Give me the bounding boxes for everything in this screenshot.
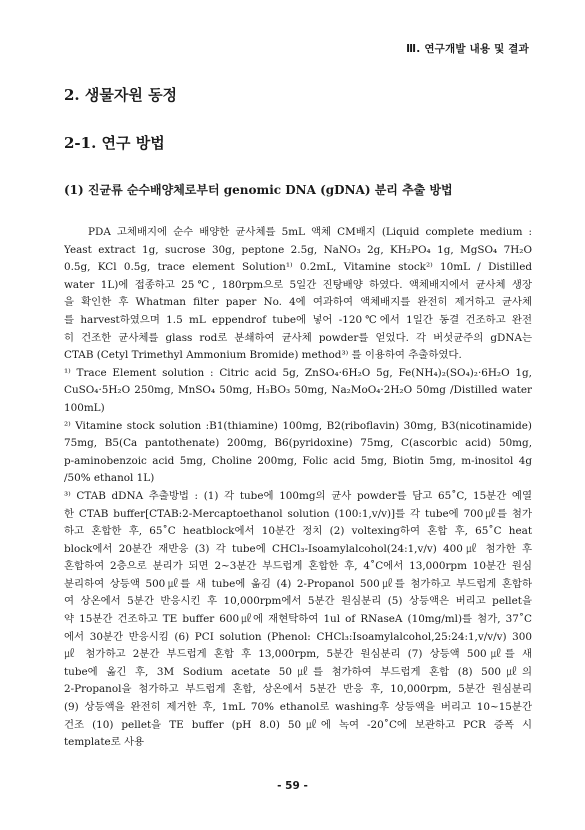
footnote-line: 분리하여 상등액 500㎕를 새 tube에 옮김 (4) 2-Propanol 500㎕를 첨가하고 부드럽게 혼합하 — [64, 577, 532, 590]
body-line: 를 harvest하였으며 1.5 mL eppendrof tube에 넣어 -120℃에서 1일간 동결 건조하고 완전 — [64, 313, 532, 326]
footnote-line: 여 상온에서 5분간 반응시킨 후 10,000rpm에서 5분간 원심분리 (5) 상등액은 버리고 pellet을 — [64, 595, 532, 608]
footnote-line: 2-Propanol을 첨가하고 부드럽게 혼합, 상온에서 5분간 반응 후, 10,000rpm, 5분간 원심분리 — [64, 683, 532, 696]
footnote-line: block에서 20분간 재반응 (3) 각 tube에 CHCl₃-Isoamylalcohol(24:1,v/v) 400㎕ 첨가한 후 — [64, 542, 532, 555]
footnote-line: ¹⁾ Trace Element solution : Citric acid 5g, ZnSO₄·6H₂O 5g, Fe(NH₄)₂(SO₄)₂·6H₂O 1g, — [64, 366, 532, 379]
section-title: 2. 생물자원 동정 — [64, 86, 178, 104]
footnote-line: ㎕ 첨가하고 2분간 부드럽게 혼합 후 13,000rpm, 5분간 원심분리 (7) 상등액 500㎕를 새 — [64, 648, 532, 661]
subsection-title: 2-1. 연구 방법 — [64, 134, 165, 152]
footnote-line: 건조 (10) pellet을 TE buffer (pH 8.0) 50㎕에 녹여 -20˚C에 보관하고 PCR 증폭 시 — [64, 718, 532, 731]
footnote-line: 하고 혼합한 후, 65˚C heatblock에서 10분간 정치 (2) voltexing하여 혼합 후, 65˚C heat — [64, 525, 532, 538]
footnote-line: ²⁾ Vitamine stock solution :B1(thiamine) 100mg, B2(riboflavin) 30mg, B3(nicotinamide) — [64, 419, 532, 432]
footnote-line: template로 사용 — [64, 736, 145, 749]
method-title: (1) 진균류 순수배양체로부터 genomic DNA (gDNA) 분리 추출 방법 — [64, 183, 453, 197]
body-text — [64, 224, 532, 752]
footnote-line: (9) 상등액을 완전히 제거한 후, 1mL 70% ethanol로 washing후 상등액을 버리고 10~15분간 — [64, 701, 532, 714]
body-line: 히 건조한 균사체를 glass rod로 분쇄하여 균사체 powder를 얻었다. 각 버섯균주의 gDNA는 — [64, 331, 532, 344]
body-line: Yeast extract 1g, sucrose 30g, peptone 2.5g, NaNO₃ 2g, KH₂PO₄ 1g, MgSO₄ 7H₂O — [64, 243, 532, 256]
footnote-line: 약 15분간 건조하고 TE buffer 600㎕에 재현탁하여 1ul of RNaseA (10mg/ml)를 첨가, 37˚C — [64, 613, 532, 626]
page-number: - 59 - — [277, 780, 308, 792]
body-line: PDA 고체배지에 순수 배양한 균사체를 5mL 액체 CM배지 (Liquid complete medium : — [88, 226, 532, 238]
body-line: CTAB (Cetyl Trimethyl Ammonium Bromide) method³⁾ 를 이용하여 추출하였다. — [64, 349, 462, 362]
footnote-line: tube에 옮긴 후, 3M Sodium acetate 50㎕를 첨가하여 부드럽게 혼합 (8) 500㎕의 — [64, 665, 532, 678]
footnote-line: 혼합하여 2층으로 분리가 되면 2~3분간 부드럽게 혼합한 후, 4˚C에서 13,000rpm 10분간 원심 — [64, 560, 532, 573]
body-line: 을 확인한 후 Whatman filter paper No. 4에 여과하여 액체배지를 완전히 제거하고 균사체 — [64, 296, 532, 309]
running-header: Ⅲ. 연구개발 내용 및 결과 — [406, 43, 529, 55]
footnote-line: ³⁾ CTAB dDNA 추출방법 : (1) 각 tube에 100mg의 균사 powder를 담고 65˚C, 15분간 예열 — [64, 489, 532, 502]
body-line: water 1L)에 접종하고 25℃, 180rpm으로 5일간 진탕배양 하였다. 액체배지에서 균사체 생장 — [64, 278, 532, 291]
footnote-line: CuSO₄·5H₂O 250mg, MnSO₄ 50mg, H₃BO₃ 50mg, Na₂MoO₄·2H₂O 50mg /Distilled water — [64, 384, 532, 397]
footnote-line: 100mL) — [64, 401, 105, 414]
footnote-line: 한 CTAB buffer[CTAB:2-Mercaptoethanol solution (100:1,v/v)]를 각 tube에 700㎕를 첨가 — [64, 507, 532, 520]
footnote-line: 75mg, B5(Ca pantothenate) 200mg, B6(pyridoxine) 75mg, C(ascorbic acid) 50mg, — [64, 437, 532, 450]
footnote-line: p-aminobenzoic acid 5mg, Choline 200mg, Folic acid 5mg, Biotin 5mg, m-inositol 4g — [64, 454, 532, 467]
body-line: 0.5g, KCl 0.5g, trace element Solution¹⁾ 0.2mL, Vitamine stock²⁾ 10mL / Distilled — [64, 261, 532, 274]
footnote-line: 에서 30분간 반응시킴 (6) PCI solution (Phenol: CHCl₃:Isoamylalcohol,25:24:1,v/v/v) 300 — [64, 630, 532, 643]
footnote-line: /50% ethanol 1L) — [64, 472, 155, 485]
